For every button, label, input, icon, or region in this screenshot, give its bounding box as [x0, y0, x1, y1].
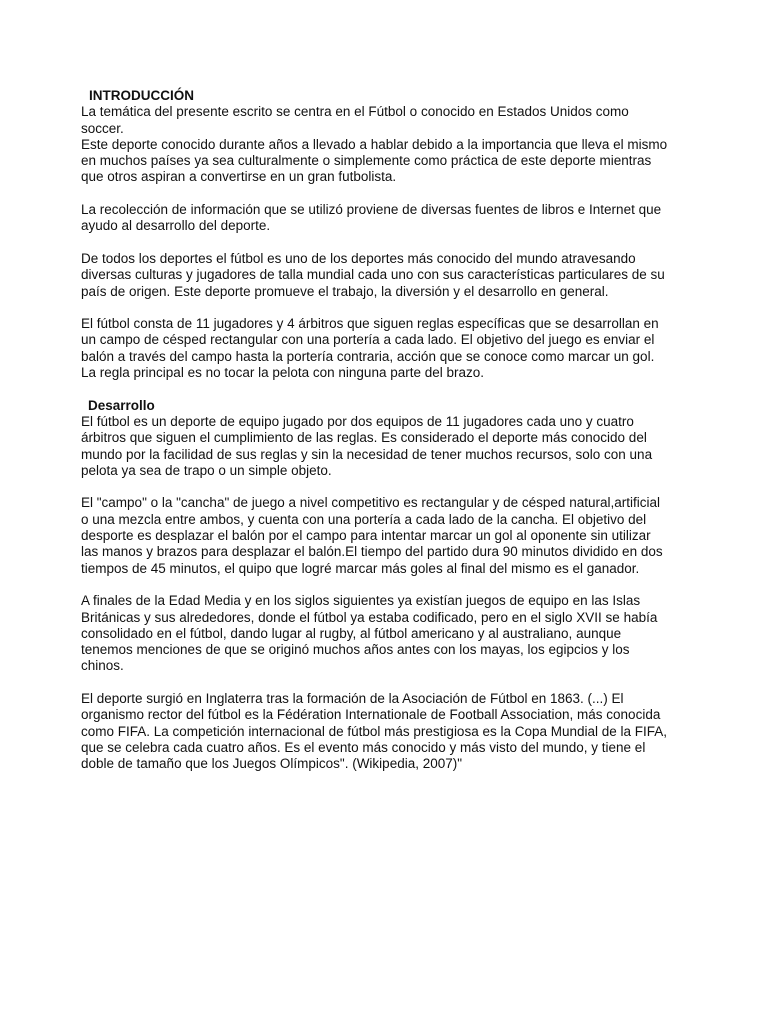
development-paragraph-2: El "campo" o la "cancha" de juego a nivel competitivo es rectangular y de césped natural,artificial o una mezcla entre ambos, y cuenta con una portería a cada lado de la cancha. El objetivo del desporte es desplazar el balón por el campo para intentar marcar un gol al oponente sin utilizar las manos y brazos para desplazar el balón.El tiempo del partido dura 90 minutos dividido en dos tiempos de 45 minutos, el quipo que logré marcar más goles al final del mismo es el ganador.: [81, 495, 663, 576]
development-paragraph-1: El fútbol es un deporte de equipo jugado por dos equipos de 11 jugadores cada uno y cuatro árbitros que siguen el cumplimiento de las reglas. Es considerado el deporte más conocido del mundo por la facilidad de sus reglas y sin la necesidad de tener muchos recursos, solo con una pelota ya sea de trapo o un simple objeto.: [81, 413, 653, 478]
intro-paragraph-5: El fútbol consta de 11 jugadores y 4 árbitros que siguen reglas específicas que se desarrollan en un campo de césped rectangular con una portería a cada lado. El objetivo del juego es enviar el balón a través del campo hasta la portería contraria, acción que se conoce como marcar un gol. La regla principal es no tocar la pelota con ninguna parte del brazo.: [81, 316, 659, 381]
intro-paragraph-3: La recolección de información que se utilizó proviene de diversas fuentes de libros e Internet que ayudo al desarrollo del deporte.: [81, 202, 662, 234]
intro-heading: INTRODUCCIÓN: [89, 88, 194, 103]
development-paragraph-4: El deporte surgió en Inglaterra tras la formación de la Asociación de Fútbol en 1863. (...) El organismo rector del fútbol es la Fédération Internationale de Football Association, más conocida como FIFA. La competición internacional de fútbol más prestigiosa es la Copa Mundial de la FIFA, que se celebra cada cuatro años. Es el evento más conocido y más visto del mundo, y tiene el doble de tamaño que los Juegos Olímpicos". (Wikipedia, 2007)": [81, 690, 668, 772]
document-page: [81, 88, 685, 772]
intro-paragraph-2: Este deporte conocido durante años a llevado a hablar debido a la importancia que lleva el mismo en muchos países ya sea culturalmente o simplemente como práctica de este deporte mientras que otros aspiran a convertirse en un gran futbolista.: [81, 136, 668, 185]
development-paragraph-3: A finales de la Edad Media y en los siglos siguientes ya existían juegos de equipo en las Islas Británicas y sus alrededores, donde el fútbol ya estaba codificado, pero en el siglo XVII se había consolidado en el fútbol, dando lugar al rugby, al fútbol americano y al australiano, aunque tenemos menciones de que se originó muchos años antes con los mayas, los egipcios y los chinos.: [81, 593, 658, 674]
intro-paragraph-1: La temática del presente escrito se centra en el Fútbol o conocido en Estados Unidos como soccer.: [81, 104, 629, 136]
intro-paragraph-4: De todos los deportes el fútbol es uno de los deportes más conocido del mundo atravesando diversas culturas y jugadores de talla mundial cada uno con sus características particulares de su país de origen. Este deporte promueve el trabajo, la diversión y el desarrollo en general.: [81, 250, 665, 299]
development-heading: Desarrollo: [88, 397, 155, 413]
